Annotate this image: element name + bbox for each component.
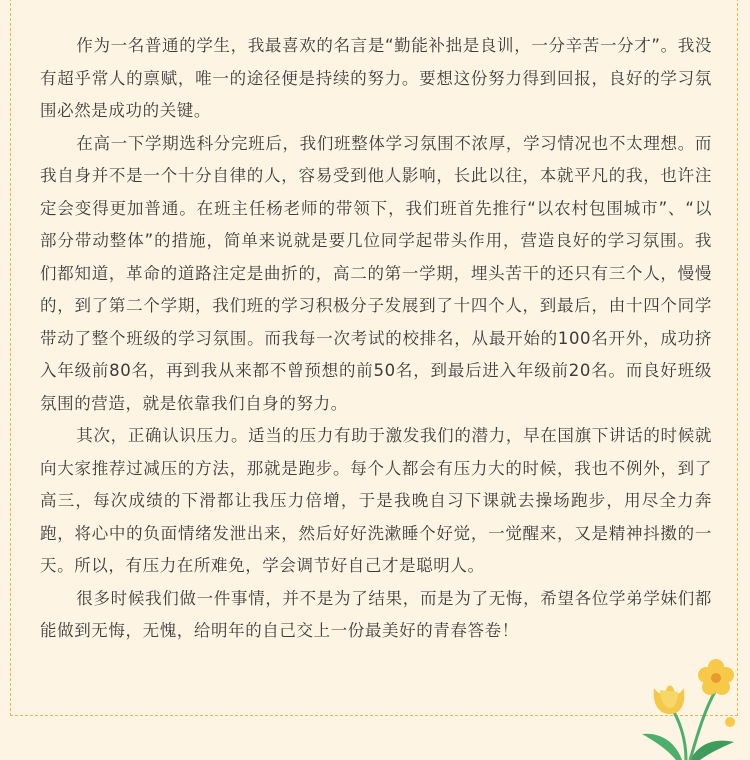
paragraph-2: 在高一下学期选科分完班后，我们班整体学习氛围不浓厚，学习情况也不太理想。而我自身并不是一个十分自律的人，容易受到他人影响，长此以往，本就平凡的我，也许注定会变得更加普通。在班主任杨老师的带领下，我们班首先推行“以农村包围城市”、“以部分带动整体”的措施，简单来说就是要几位同学起带头作用，营造良好的学习氛围。我们都知道，革命的道路注定是曲折的，高二的第一学期，埋头苦干的还只有三个人，慢慢的，到了第二个学期，我们班的学习积极分子发展到了十四个人，到最后，由十四个同学带动了整个班级的学习氛围。而我每一次考试的校排名，从最开始的100名开外，成功挤入年级前80名，再到我从来都不曾预想的前50名，到最后进入年级前20名。而良好班级氛围的营造，就是依靠我们自身的努力。 — [40, 133, 712, 413]
flower-tulip-icon — [630, 650, 750, 760]
tulip-bloom — [654, 686, 685, 715]
paragraph-1: 作为一名普通的学生，我最喜欢的名言是“勤能补拙是良训，一分辛苦一分才”。我没有超乎常人的禀赋，唯一的途径便是持续的努力。要想这份努力得到回报，良好的学习氛围必然是成功的关键。 — [40, 36, 712, 120]
paragraph-3: 其次，正确认识压力。适当的压力有助于激发我们的潜力，早在国旗下讲话的时候就向大家推荐过减压的方法，那就是跑步。每个人都会有压力大的时候，我也不例外，到了高三，每次成绩的下滑都让我压力倍增，于是我晚自习下课就去操场跑步，用尽全力奔跑，将心中的负面情绪发泄出来，然后好好洗漱睡个好觉，一觉醒来，又是精神抖擞的一天。所以，有压力在所难免，学会调节好自己才是聪明人。 — [40, 426, 712, 575]
daisy-bloom — [698, 659, 734, 695]
leaf-left — [642, 734, 682, 760]
leaf-right — [690, 741, 734, 760]
bud — [725, 717, 735, 727]
article-body — [40, 30, 712, 648]
paragraph-4: 很多时候我们做一件事情，并不是为了结果，而是为了无悔，希望各位学弟学妹们都能做到无悔，无愧，给明年的自己交上一份最美好的青春答卷！ — [40, 588, 712, 640]
